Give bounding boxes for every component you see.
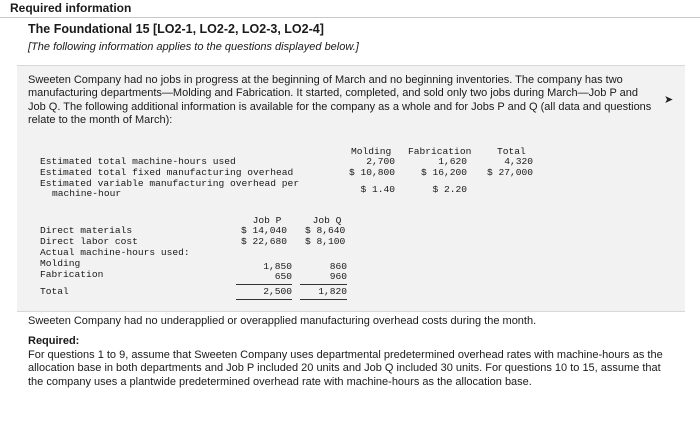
cell-total: $ 27,000: [486, 167, 533, 178]
header-job-q: Job Q: [312, 215, 342, 226]
row-label: Fabrication: [40, 269, 104, 280]
row-label: Direct labor cost: [40, 236, 138, 247]
row-label: Total: [40, 286, 69, 297]
cell-fabrication: 1,620: [438, 156, 467, 167]
info-note: [The following information applies to the questions displayed below.]: [28, 41, 359, 53]
header-job-p: Job P: [252, 215, 282, 226]
cell-job-p: $ 14,040: [241, 225, 288, 236]
cell-job-p: 650: [236, 271, 292, 285]
required-information-heading: Required information: [10, 1, 132, 15]
row-label: Actual machine-hours used:: [40, 247, 190, 258]
required-paragraph: For questions 1 to 9, assume that Sweeten Company uses departmental predetermined overhead rates with machine-hours as the allocation base in both departments and Job P included 20 units and Job Q included 30 units. For questions 10 to 15, assume that the company uses a plantwide predetermined overhead rate with machine-hours as the allocation base.: [28, 349, 663, 388]
cell-job-q: $ 8,640: [305, 225, 346, 236]
cell-total: 4,320: [504, 156, 533, 167]
intro-paragraph: Sweeten Company had no jobs in progress at the beginning of March and no beginning inventories. The company has two manufacturing departments—Molding and Fabrication. It started, completed, and sold only two jobs during March—Job P and Job Q. The following additional information is available for the company as a whole and for Jobs P and Q (all data and questions relate to the month of March):: [28, 74, 652, 127]
row-label-continued: machine-hour: [52, 188, 122, 199]
row-label: Direct materials: [40, 225, 133, 236]
cell-fabrication: $ 16,200: [420, 167, 467, 178]
cell-molding: $ 1.40: [360, 184, 395, 195]
cell-job-q: $ 8,100: [305, 236, 346, 247]
cell-job-q: 960: [300, 271, 347, 285]
cell-job-p: 1,850: [263, 261, 292, 272]
cell-job-p: $ 22,680: [241, 236, 288, 247]
divider: [0, 17, 700, 18]
row-label: Molding: [40, 258, 81, 269]
cell-fabrication: $ 2.20: [432, 184, 467, 195]
required-heading: Required:: [28, 335, 80, 347]
cell-molding: 2,700: [366, 156, 395, 167]
cell-job-p: 2,500: [236, 286, 292, 300]
header-molding: Molding: [351, 146, 392, 157]
cell-molding: $ 10,800: [348, 167, 395, 178]
cell-job-q: 860: [329, 261, 347, 272]
row-label: Estimated variable manufacturing overhead per: [40, 178, 300, 189]
row-label: Estimated total machine-hours used: [40, 156, 236, 167]
header-total: Total: [497, 146, 526, 157]
row-label: Estimated total fixed manufacturing overhead: [40, 167, 294, 178]
page-title: The Foundational 15 [LO2-1, LO2-2, LO2-3, LO2-4]: [28, 22, 324, 36]
statement-paragraph: Sweeten Company had no underapplied or overapplied manufacturing overhead costs during the month.: [28, 315, 537, 327]
cell-job-q: 1,820: [300, 286, 347, 300]
mouse-cursor-icon: ➤: [664, 94, 674, 106]
header-fabrication: Fabrication: [408, 146, 472, 157]
